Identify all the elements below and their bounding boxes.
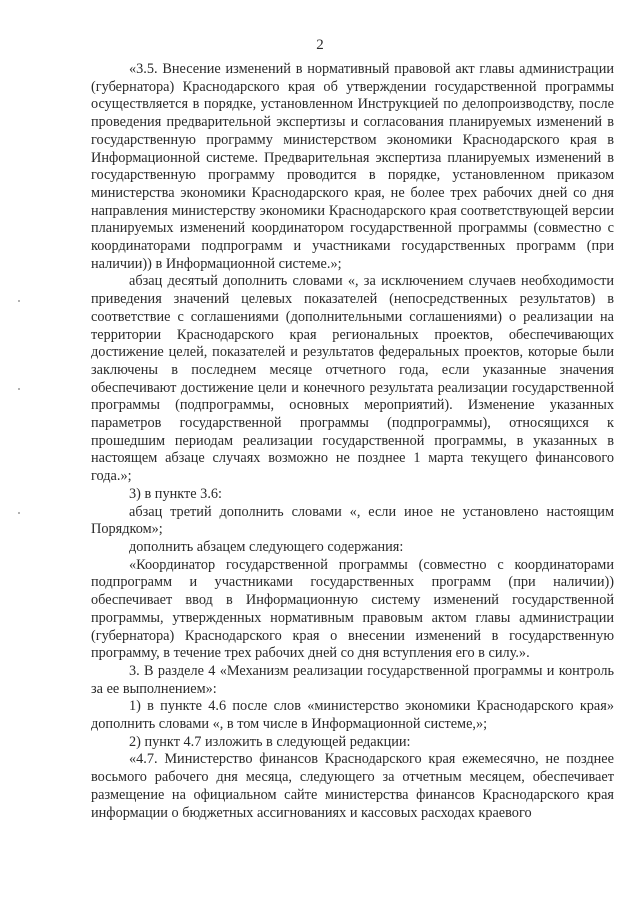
scan-speck xyxy=(18,300,20,302)
paragraph-3-5-amendment: «3.5. Внесение изменений в нормативный правовой акт главы администрации (губернатора) Краснодарского края об утверждении государственной программы осуществляется в порядке, установленном Инструкцией по делопроизводству, после проведения предварительной экспертизы и согласования планируемых изменений в государственную программу министерством экономики Краснодарского края в Информационной системе. Предварительная экспертиза планируемых изменений в государственную программу проводится в порядке, установленном приказом министерства экономики Краснодарского края, не более трех рабочих дней со дня направления министерству экономики Краснодарского края соответствующей версии планируемых изменений координатором государственной программы (совместно с координаторами подпрограмм и участниками государственных программ (при наличии)) в Информационной системе.»; xyxy=(91,61,614,272)
paragraph-dopolnit-abzacem: дополнить абзацем следующего содержания: xyxy=(129,538,404,555)
paragraph-razdel-4: 3. В разделе 4 «Механизм реализации государственной программы и контроль за ее выполнением»: xyxy=(91,662,614,697)
paragraph-koordinator: «Координатор государственной программы (совместно с координаторами подпрограмм и участниками государственных программ (при наличии)) обеспечивает ввод в Информационную систему изменений государственной программы, утвержденных нормативным правовым актом главы администрации (губернатора) Краснодарского края о внесении изменений в государственную программу, в течение трех рабочих дней со дня вступления его в силу.». xyxy=(91,556,614,662)
paragraph-punkt-4-6: 1) в пункте 4.6 после слов «министерство экономики Краснодарского края» дополнить словами «, в том числе в Информационной системе,»; xyxy=(91,698,614,733)
page-number: 2 xyxy=(316,37,324,53)
paragraph-punkt-4-7-intro: 2) пункт 4.7 изложить в следующей редакции: xyxy=(129,733,411,750)
paragraph-punkt-3-6: 3) в пункте 3.6: xyxy=(129,485,223,502)
paragraph-abzac-tretii: абзац третий дополнить словами «, если иное не установлено настоящим Порядком»; xyxy=(91,503,614,538)
paragraph-abzac-desyatyi: абзац десятый дополнить словами «, за исключением случаев необходимости приведения значений целевых показателей (непосредственных результатов) в соответствие с соглашениями (дополнительными соглашениями) о реализации на территории Краснодарского края региональных проектов, обеспечивающих достижение целей, показателей и результатов федеральных проектов, которые были заключены в последнем месяце отчетного года, если указанные значения обеспечивают достижение цели и конечного результата реализации государственной программы (подпрограммы, основных мероприятий). Изменение указанных параметров государственной программы (подпрограммы), относящихся к прошедшим периодам реализации государственной программы, в указанных в настоящем абзаце случаях возможно не позднее 1 марта текущего финансового года.»; xyxy=(91,273,614,485)
scan-speck xyxy=(18,388,20,390)
scan-speck xyxy=(18,512,20,514)
document-body xyxy=(91,61,614,822)
paragraph-4-7-text: «4.7. Министерство финансов Краснодарского края ежемесячно, не позднее восьмого рабочего дня месяца, следующего за отчетным месяцем, обеспечивает размещение на официальном сайте министерства финансов Краснодарского края информации о бюджетных ассигнованиях и кассовых расходах краевого xyxy=(91,751,614,821)
